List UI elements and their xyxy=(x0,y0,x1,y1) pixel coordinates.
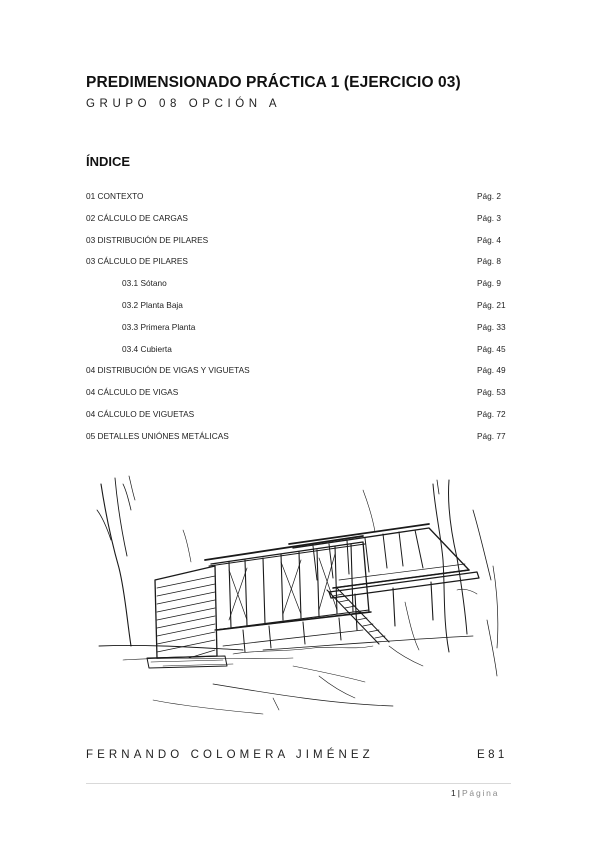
toc-item-label: 03.1 Sótano xyxy=(122,278,167,289)
toc-item-page: Pág. 45 xyxy=(477,343,506,354)
author-name: FERNANDO COLOMERA JIMÉNEZ xyxy=(86,749,374,761)
toc-item-page: Pág. 49 xyxy=(477,365,506,376)
toc-subitem xyxy=(86,317,511,339)
toc-item-page: Pág. 77 xyxy=(477,430,506,441)
toc-item-page: Pág. 8 xyxy=(477,256,501,267)
toc-item xyxy=(86,426,511,448)
document-subtitle: GRUPO 08 OPCIÓN A xyxy=(86,98,282,110)
toc-item-page: Pág. 4 xyxy=(477,234,501,245)
toc-item-label: 01 CONTEXTO xyxy=(86,191,144,201)
toc-item xyxy=(86,186,511,208)
architectural-sketch-image xyxy=(93,470,503,720)
table-of-contents xyxy=(86,186,511,448)
toc-item-label: 02 CÁLCULO DE CARGAS xyxy=(86,212,188,223)
toc-item xyxy=(86,208,511,230)
toc-item-label: 04 CÁLCULO DE VIGAS xyxy=(86,387,179,398)
toc-item-page: Pág. 33 xyxy=(477,321,506,332)
page-footer xyxy=(451,788,499,798)
footer-separator: | xyxy=(457,788,460,798)
index-heading: ÍNDICE xyxy=(86,154,131,169)
toc-item-page: Pág. 53 xyxy=(477,387,506,398)
toc-item-label: 05 DETALLES UNIÓNES METÁLICAS xyxy=(86,430,229,441)
toc-item-label: 03.3 Primera Planta xyxy=(122,321,196,332)
toc-item-page: Pág. 3 xyxy=(477,212,501,223)
toc-item xyxy=(86,360,511,382)
page-number: 1 xyxy=(451,788,456,798)
toc-item xyxy=(86,382,511,404)
page-word: Página xyxy=(461,788,500,798)
toc-subitem xyxy=(86,295,511,317)
toc-item-label: 03 CÁLCULO DE PILARES xyxy=(86,256,188,267)
toc-item-label: 04 DISTRIBUCIÓN DE VIGAS Y VIGUETAS xyxy=(86,365,250,376)
toc-subitem xyxy=(86,339,511,361)
document-title: PREDIMENSIONADO PRÁCTICA 1 (EJERCICIO 03) xyxy=(86,74,461,91)
toc-item-label: 03 DISTRIBUCIÓN DE PILARES xyxy=(86,234,209,245)
author-code: E81 xyxy=(477,749,508,761)
toc-item-label: 04 CÁLCULO DE VIGUETAS xyxy=(86,408,195,419)
toc-item-page: Pág. 9 xyxy=(477,278,501,289)
toc-item-label: 03.4 Cubierta xyxy=(122,343,172,354)
toc-item xyxy=(86,251,511,273)
toc-item xyxy=(86,230,511,252)
toc-item-page: Pág. 2 xyxy=(477,191,501,201)
toc-item-label: 03.2 Planta Baja xyxy=(122,299,183,310)
toc-item-page: Pág. 72 xyxy=(477,408,506,419)
toc-item-page: Pág. 21 xyxy=(477,299,506,310)
toc-subitem xyxy=(86,273,511,295)
footer-divider xyxy=(86,783,511,784)
toc-item xyxy=(86,404,511,426)
